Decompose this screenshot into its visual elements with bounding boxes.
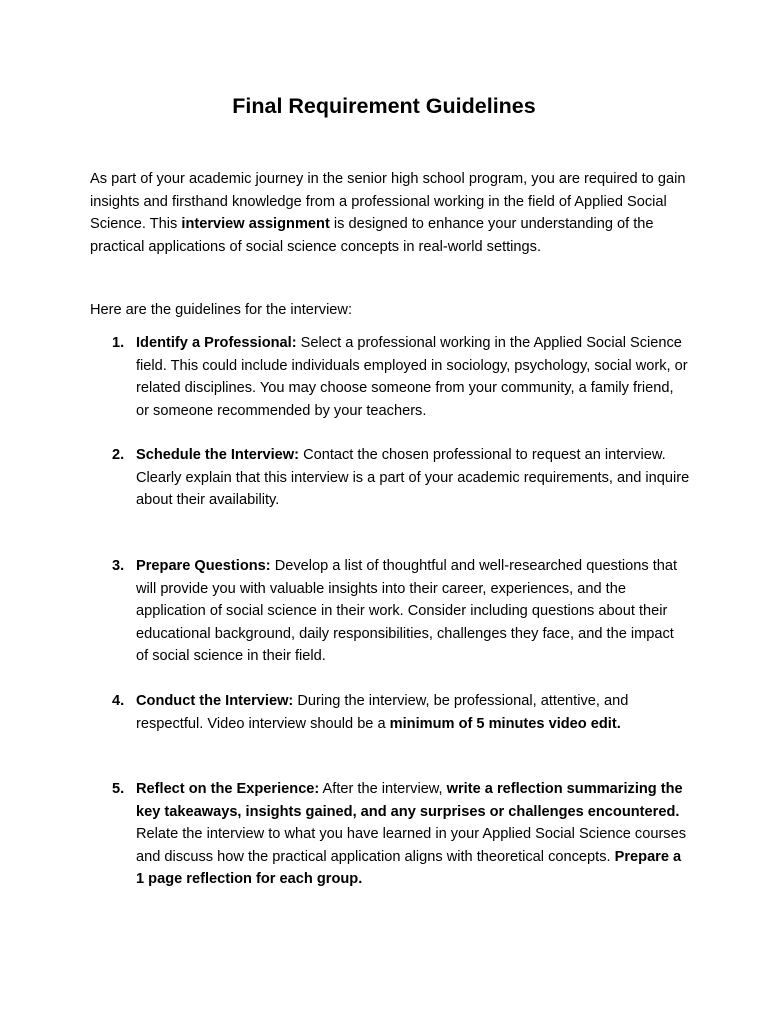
item-bold-instruction: write a reflection summarizing the key takeaways, insights gained, and any surprises or challenges encountered. (136, 781, 683, 820)
item-text: During the interview, be professional, attentive, and respectful. Video interview should be a (136, 693, 629, 732)
intro-text-end: is designed to enhance your understanding of the practical applications of social science concepts in real-world settings. (90, 216, 654, 255)
page-title: Final Requirement Guidelines (232, 94, 536, 118)
item-text: Contact the chosen professional to request an interview. Clearly explain that this interview is a part of your academic requirements, and inquire about their availability. (136, 447, 690, 508)
item-number: 5. (112, 781, 125, 797)
item-heading: Identify a Professional: (136, 335, 297, 351)
intro-bold-phrase: interview assignment (181, 216, 330, 232)
item-heading: Schedule the Interview: (136, 447, 300, 463)
guideline-item-identify (90, 332, 690, 422)
item-heading: Prepare Questions: (136, 558, 271, 574)
guideline-item-schedule (90, 444, 690, 512)
guideline-item-prepare (90, 555, 690, 668)
item-body (136, 444, 690, 512)
item-heading: Reflect on the Experience: (136, 781, 320, 797)
item-body (136, 555, 690, 668)
intro-text-start: As part of your academic journey in the senior high school program, you are required to gain insights and firsthand knowledge from a professional working in the field of Applied Social Science. This (90, 171, 686, 232)
item-number: 4. (112, 693, 125, 709)
item-bold-requirement: minimum of 5 minutes video edit. (389, 715, 621, 732)
item-body (136, 332, 690, 422)
item-heading: Conduct the Interview: (136, 693, 294, 709)
intro-paragraph (90, 168, 690, 258)
item-body (136, 690, 690, 735)
item-number: 3. (112, 558, 125, 574)
guideline-item-conduct (90, 690, 690, 735)
item-number: 2. (112, 447, 125, 463)
item-body (136, 778, 690, 891)
item-text: After the interview, (319, 781, 447, 797)
item-text-continued: Relate the interview to what you have learned in your Applied Social Science courses and discuss how the practical application aligns with theoretical concepts. (136, 826, 687, 865)
guidelines-lead: Here are the guidelines for the interview: (90, 302, 353, 318)
item-text: Select a professional working in the Applied Social Science field. This could include individuals employed in sociology, psychology, social work, or related disciplines. You may choose someone from your community, a family friend, or someone recommended by your teachers. (136, 335, 688, 419)
item-number: 1. (112, 335, 125, 351)
guideline-item-reflect (90, 778, 690, 891)
item-text: Develop a list of thoughtful and well-researched questions that will provide you with valuable insights into their career, experiences, and the application of social science in their work. Consider including questions about their educational background, daily responsibilities, challenges they face, and the impact of social science in their field. (136, 558, 678, 664)
item-bold-requirement: Prepare a 1 page reflection for each group. (136, 848, 682, 887)
